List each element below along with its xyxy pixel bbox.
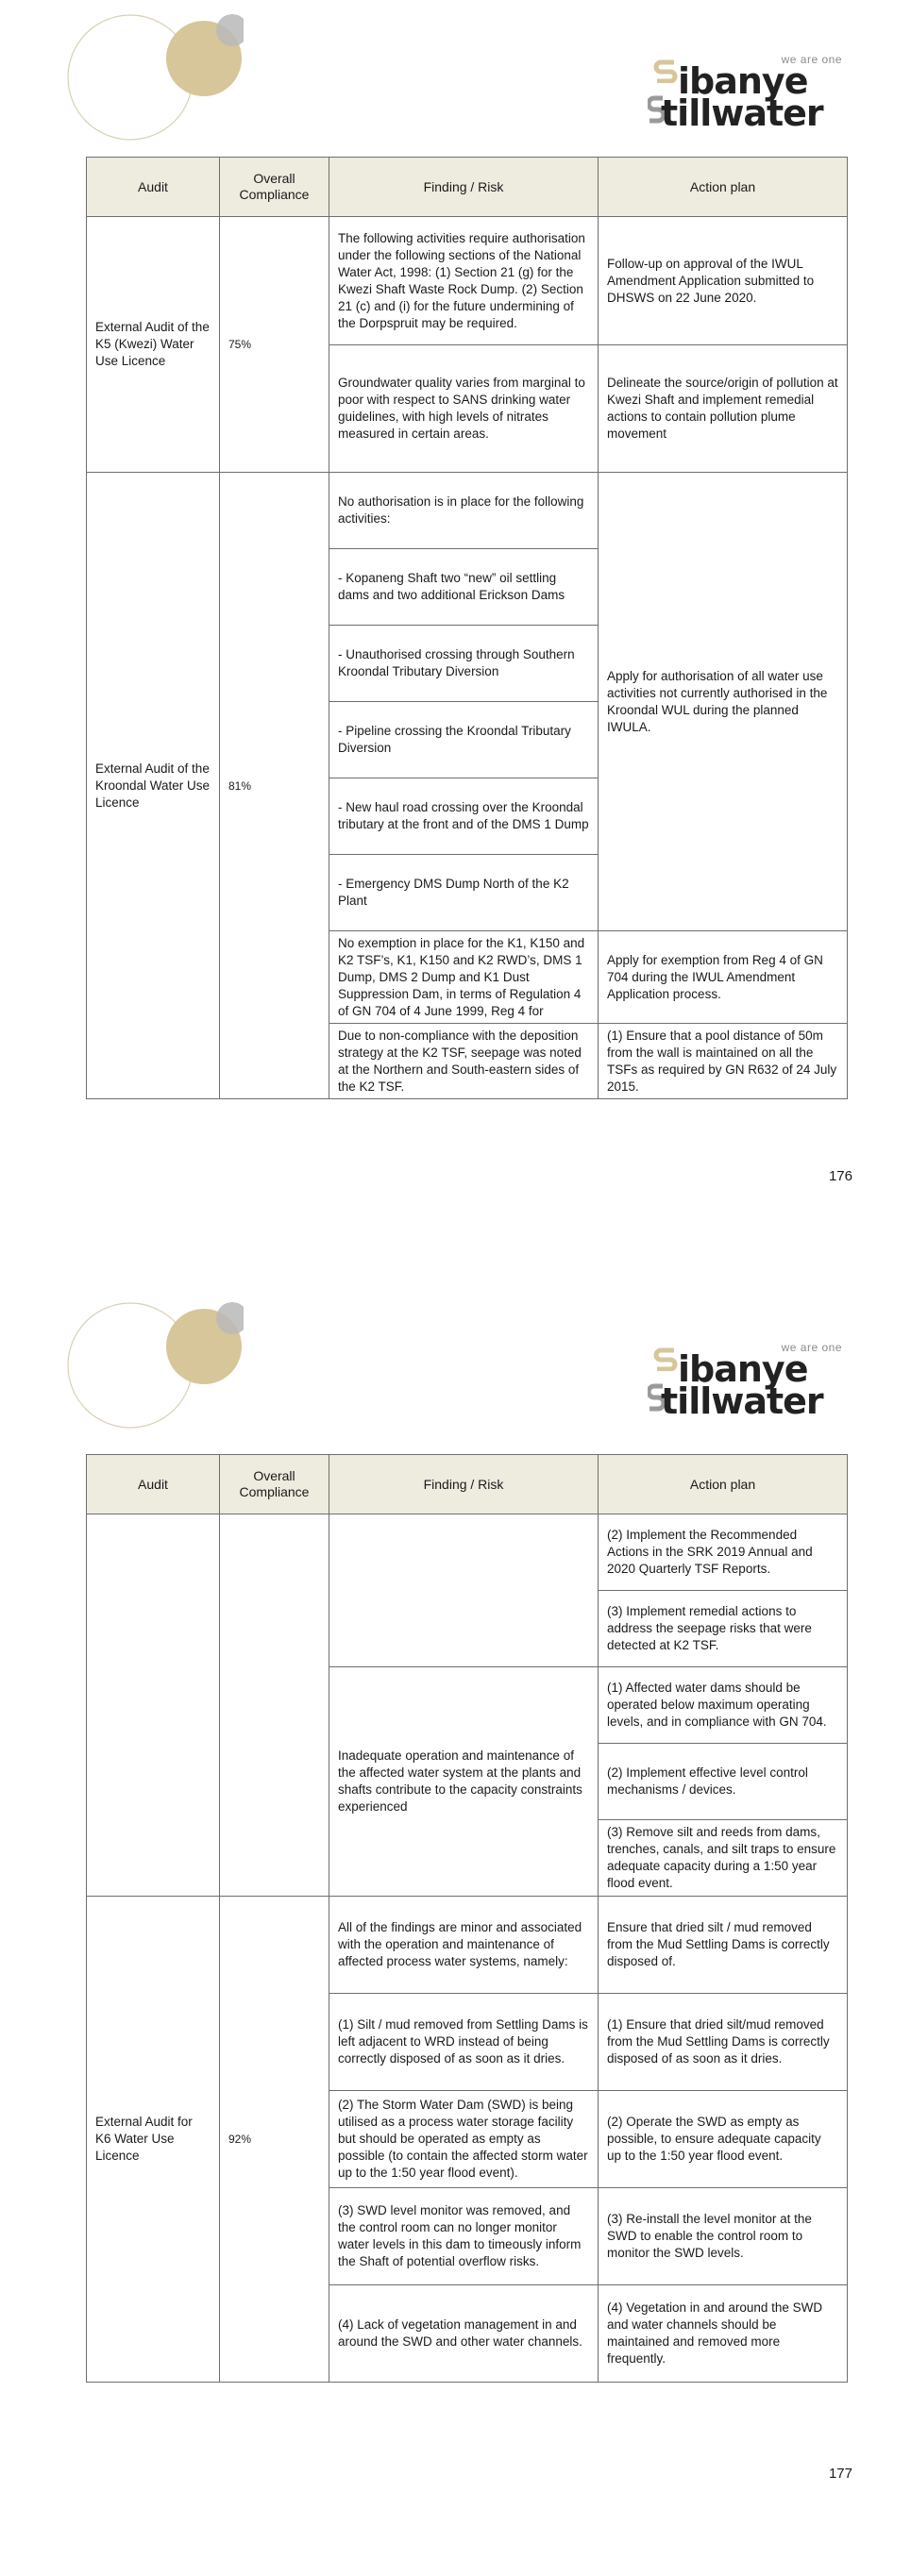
finding-cell: - Kopaneng Shaft two “new” oil settling dams and two additional Erickson Dams bbox=[329, 549, 599, 626]
audit-name-k6: External Audit for K6 Water Use Licence bbox=[87, 1897, 220, 2383]
logo-line-1: ibanye bbox=[678, 1348, 808, 1390]
action-cell: Ensure that dried silt / mud removed from the Mud Settling Dams is correctly disposed of. bbox=[599, 1897, 848, 1994]
table-row bbox=[87, 1897, 848, 1994]
page-number: 177 bbox=[828, 2466, 852, 2482]
finding-cell: No authorisation is in place for the following activities: bbox=[329, 473, 599, 549]
gold-s-icon bbox=[653, 1347, 678, 1371]
action-cell: (1) Affected water dams should be operated below maximum operating levels, and in compliance with GN 704. bbox=[599, 1667, 848, 1744]
compliance-continued bbox=[220, 1514, 329, 1897]
action-cell: Follow-up on approval of the IWUL Amendment Application submitted to DHSWS on 22 June 2020. bbox=[599, 217, 848, 345]
finding-cell: - Emergency DMS Dump North of the K2 Plant bbox=[329, 855, 599, 931]
header-finding: Finding / Risk bbox=[329, 1455, 599, 1514]
finding-cell: All of the findings are minor and associated with the operation and maintenance of affected process water systems, namely: bbox=[329, 1897, 599, 1994]
compliance-k6: 92% bbox=[220, 1897, 329, 2383]
action-cell: (3) Re-install the level monitor at the SWD to enable the control room to monitor the SWD levels. bbox=[599, 2188, 848, 2285]
header-action: Action plan bbox=[599, 158, 848, 217]
sibanye-stillwater-logo bbox=[648, 53, 846, 138]
action-cell: Apply for exemption from Reg 4 of GN 704 during the IWUL Amendment Application process. bbox=[599, 931, 848, 1024]
logo-tagline: we are one bbox=[781, 53, 842, 66]
finding-cell bbox=[329, 1514, 599, 1667]
finding-cell: (3) SWD level monitor was removed, and the control room can no longer monitor water levels in this dam to timeously inform the Shaft of potential overflow risks. bbox=[329, 2188, 599, 2285]
decorative-circles-icon bbox=[64, 13, 244, 145]
compliance-k5: 75% bbox=[220, 217, 329, 473]
audit-name-continued bbox=[87, 1514, 220, 1897]
audit-table-page-177 bbox=[86, 1454, 848, 2383]
finding-cell: - Unauthorised crossing through Southern Kroondal Tributary Diversion bbox=[329, 626, 599, 702]
logo-line-2: tillwater bbox=[661, 92, 823, 134]
finding-cell: (1) Silt / mud removed from Settling Dams is left adjacent to WRD instead of being correctly disposed of as soon as it dries. bbox=[329, 1994, 599, 2091]
page-number: 176 bbox=[828, 1168, 852, 1184]
logo-line-1: ibanye bbox=[678, 60, 808, 102]
action-cell: (3) Remove silt and reeds from dams, trenches, canals, and silt traps to ensure adequate capacity during a 1:50 year flood event. bbox=[599, 1820, 848, 1897]
finding-cell: The following activities require authorisation under the following sections of the National Water Act, 1998: (1) Section 21 (g) for the Kwezi Shaft Waste Rock Dump. (2) Section 21 (c) and (i) for the future undermining of the Dorpspruit may be required. bbox=[329, 217, 599, 345]
finding-cell: No exemption in place for the K1, K150 and K2 TSF’s, K1, K150 and K2 RWD’s, DMS 1 Dump, DMS 2 Dump and K1 Dust Suppression Dam, in terms of Regulation 4 of GN 704 of 4 June 1999, Reg 4 for bbox=[329, 931, 599, 1024]
logo-line-2: tillwater bbox=[661, 1380, 823, 1422]
table-row bbox=[87, 473, 848, 549]
header-finding: Finding / Risk bbox=[329, 158, 599, 217]
audit-name-k5: External Audit of the K5 (Kwezi) Water Use Licence bbox=[87, 217, 220, 473]
action-cell: (3) Implement remedial actions to address the seepage risks that were detected at K2 TSF. bbox=[599, 1591, 848, 1667]
finding-cell: Groundwater quality varies from marginal to poor with respect to SANS drinking water guidelines, with high levels of nitrates measured in certain areas. bbox=[329, 345, 599, 473]
finding-cell: - Pipeline crossing the Kroondal Tributary Diversion bbox=[329, 702, 599, 778]
compliance-kroondal: 81% bbox=[220, 473, 329, 1099]
header-compliance: Overall Compliance bbox=[220, 158, 329, 217]
finding-cell: (2) The Storm Water Dam (SWD) is being utilised as a process water storage facility but should be operated as empty as possible (to contain the affected storm water up to the 1:50 year flood event). bbox=[329, 2091, 599, 2188]
sibanye-stillwater-logo bbox=[648, 1341, 846, 1426]
header-action: Action plan bbox=[599, 1455, 848, 1514]
action-cell: (2) Implement the Recommended Actions in the SRK 2019 Annual and 2020 Quarterly TSF Reports. bbox=[599, 1514, 848, 1591]
finding-cell: Inadequate operation and maintenance of the affected water system at the plants and shafts contribute to the capacity constraints experienced bbox=[329, 1667, 599, 1897]
page-177 bbox=[0, 1288, 911, 2576]
action-cell: Apply for authorisation of all water use activities not currently authorised in the Kroondal WUL during the planned IWULA. bbox=[599, 473, 848, 931]
finding-cell: - New haul road crossing over the Kroondal tributary at the front and of the DMS 1 Dump bbox=[329, 778, 599, 855]
table-row bbox=[87, 1514, 848, 1591]
table-header-row bbox=[87, 158, 848, 217]
header-compliance: Overall Compliance bbox=[220, 1455, 329, 1514]
action-cell: (2) Implement effective level control mechanisms / devices. bbox=[599, 1744, 848, 1820]
table-header-row bbox=[87, 1455, 848, 1514]
action-cell: (2) Operate the SWD as empty as possible, to ensure adequate capacity up to the 1:50 year flood event. bbox=[599, 2091, 848, 2188]
action-cell: (1) Ensure that a pool distance of 50m from the wall is maintained on all the TSFs as required by GN R632 of 24 July 2015. bbox=[599, 1024, 848, 1099]
audit-table-page-176 bbox=[86, 157, 848, 1099]
decorative-circles-icon bbox=[64, 1301, 244, 1433]
gold-s-icon bbox=[653, 59, 678, 83]
logo-tagline: we are one bbox=[781, 1341, 842, 1354]
audit-name-kroondal: External Audit of the Kroondal Water Use Licence bbox=[87, 473, 220, 1099]
header-audit: Audit bbox=[87, 158, 220, 217]
finding-cell: Due to non-compliance with the deposition strategy at the K2 TSF, seepage was noted at the Northern and South-eastern sides of the K2 TSF. bbox=[329, 1024, 599, 1099]
finding-cell: (4) Lack of vegetation management in and around the SWD and other water channels. bbox=[329, 2285, 599, 2383]
header-audit: Audit bbox=[87, 1455, 220, 1514]
action-cell: (1) Ensure that dried silt/mud removed from the Mud Settling Dams is correctly disposed of as soon as it dries. bbox=[599, 1994, 848, 2091]
action-cell: (4) Vegetation in and around the SWD and water channels should be maintained and removed more frequently. bbox=[599, 2285, 848, 2383]
table-row bbox=[87, 217, 848, 345]
action-cell: Delineate the source/origin of pollution at Kwezi Shaft and implement remedial actions to contain pollution plume movement bbox=[599, 345, 848, 473]
